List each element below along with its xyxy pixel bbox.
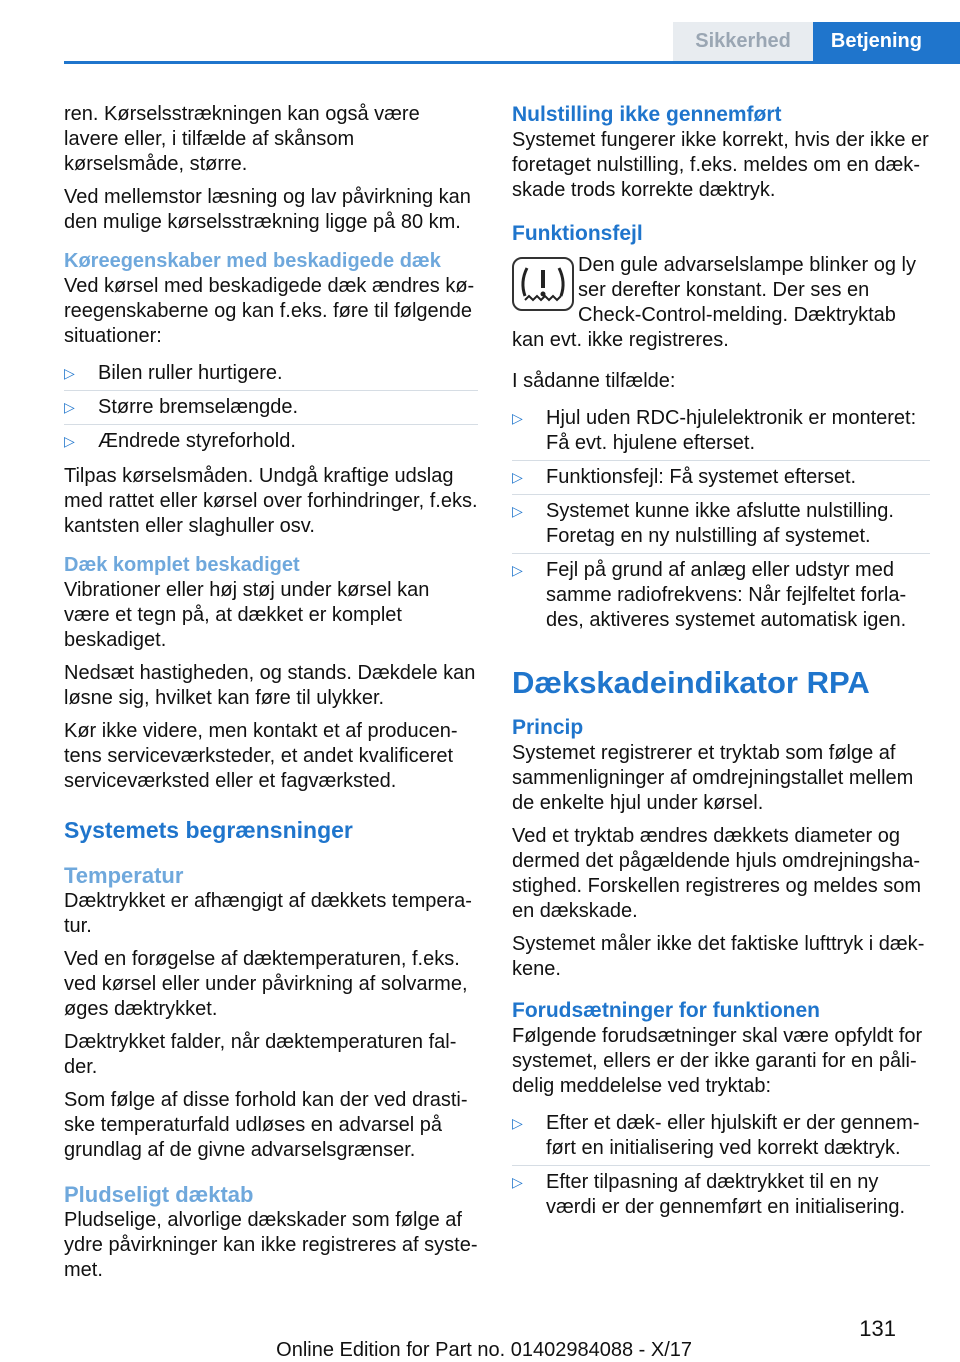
paragraph: Systemet måler ikke det faktiske lufttryk i dækkene. xyxy=(512,933,925,980)
triangle-bullet-icon: ▷ xyxy=(512,410,523,426)
edition-footer: Online Edition for Part no. 01402984088 - X/17 xyxy=(276,1339,692,1361)
heading-complete-damage: Dæk komplet beskadiget xyxy=(64,554,300,576)
heading-temperature: Temperatur xyxy=(64,863,184,888)
list-item: ▷ Ændrede styreforhold. xyxy=(64,430,296,452)
list-item: ▷ Bilen ruller hurtigere. xyxy=(64,357,478,391)
list-item: ▷ Hjul uden RDC-hjulelektronik er monteret: Få evt. hjulene efterset. xyxy=(512,402,930,461)
triangle-bullet-icon: ▷ xyxy=(512,1115,523,1131)
heading-prerequisites: Forudsætninger for funktionen xyxy=(512,999,820,1022)
paragraph: Pludselige, alvorlige dækskader som følge af ydre påvirkninger kan ikke registreres af systemet. xyxy=(64,1209,478,1281)
paragraph: Systemet registrerer et tryktab som følge af sammenligninger af omdrejningstallet mellem de enkelte hjul under kørsel. xyxy=(512,742,914,814)
heading-sudden-loss: Pludseligt dæktab xyxy=(64,1182,254,1207)
tyre-pressure-warning-icon xyxy=(512,257,574,311)
warning-block: Den gule advarselslampe blinker og ly ser derefter konstant. Der ses en Check-Control-melding. Dæktryktab kan evt. ikke registreres. xyxy=(512,254,916,351)
paragraph: Ved et tryktab ændres dækkets diameter og dermed det pågældende hjuls omdrejningshastighed. Forskellen registreres og meldes som en dækskade. xyxy=(512,825,922,922)
bullet-list xyxy=(64,357,478,458)
paragraph: I sådanne tilfælde: xyxy=(512,370,676,392)
paragraph: Ved mellemstor læsning og lav påvirkning kan den mulige kørselsstrækning ligge på 80 km. xyxy=(64,186,471,233)
bullet-list xyxy=(512,402,930,637)
tab-sikkerhed[interactable]: Sikkerhed xyxy=(673,22,813,61)
paragraph: Kør ikke videre, men kontakt et af producentens serviceværksteder, et andet kvalificeret serviceværksted eller et fagværksted. xyxy=(64,720,458,792)
paragraph: Ved en forøgelse af dæktemperaturen, f.eks. ved kørsel eller under påvirkning af solvarme, øges dæktrykket. xyxy=(64,948,468,1020)
paragraph: ren. Kørselsstrækningen kan også være lavere eller, i tilfælde af skånsom kørselsmåde, større. xyxy=(64,103,420,175)
heading-reset-not-done: Nulstilling ikke gennemført xyxy=(512,103,782,126)
left-column xyxy=(64,102,478,1291)
heading-damaged-tyres: Køreegenskaber med beskadigede dæk xyxy=(64,250,441,272)
paragraph: Nedsæt hastigheden, og stands. Dækdele kan løsne sig, hvilket kan føre til ulykker. xyxy=(64,662,476,709)
heading-system-limits: Systemets begrænsninger xyxy=(64,817,353,843)
tab-betjening[interactable]: Betjening xyxy=(813,22,960,61)
right-column xyxy=(512,102,930,1230)
heading-rpa: Dækskadeindikator RPA xyxy=(512,665,870,700)
section-tabs xyxy=(673,22,960,61)
list-item: ▷ Funktionsfejl: Få systemet efterset. xyxy=(512,461,930,495)
list-item: ▷ Efter tilpasning af dæktrykket til en ny værdi er der gennemført en initialisering. xyxy=(512,1171,906,1218)
paragraph: Følgende forudsætninger skal være opfyldt for systemet, ellers er der ikke garanti for en pålidelig meddelelse ved tryktab: xyxy=(512,1025,923,1097)
paragraph: Tilpas kørselsmåden. Undgå kraftige udslag med rattet eller kørsel over forhindringer, f.eks. kantsten eller slaghuller osv. xyxy=(64,465,478,537)
list-item: ▷ Efter et dæk- eller hjulskift er der gennemført en initialisering ved korrekt dæktryk. xyxy=(512,1107,930,1166)
list-item: ▷ Systemet kunne ikke afslutte nulstilling. Foretag en ny nulstilling af systemet. xyxy=(512,495,930,554)
paragraph: Systemet fungerer ikke korrekt, hvis der ikke er foretaget nulstilling, f.eks. meldes om en dækskade trods korrekte dæktryk. xyxy=(512,129,929,201)
triangle-bullet-icon: ▷ xyxy=(64,399,75,415)
paragraph: Ved kørsel med beskadigede dæk ændres køreegenskaberne og kan f.eks. føre til følgende situationer: xyxy=(64,275,475,347)
list-item: ▷ Fejl på grund af anlæg eller udstyr med samme radiofrekvens: Når fejlfeltet forlades, aktiveres systemet automatisk igen. xyxy=(512,559,907,631)
triangle-bullet-icon: ▷ xyxy=(64,365,75,381)
paragraph: Som følge af disse forhold kan der ved drastiske temperaturfald udløses en advarsel på grundlag af de givne advarselsgrænser. xyxy=(64,1089,468,1161)
bullet-list xyxy=(512,1107,930,1224)
triangle-bullet-icon: ▷ xyxy=(512,503,523,519)
paragraph: Vibrationer eller høj støj under kørsel kan være et tegn på, at dækket er komplet beskadiget. xyxy=(64,579,430,651)
header-rule xyxy=(64,61,960,64)
triangle-bullet-icon: ▷ xyxy=(512,562,523,578)
triangle-bullet-icon: ▷ xyxy=(64,433,75,449)
paragraph: Dæktrykket falder, når dæktemperaturen falder. xyxy=(64,1031,457,1078)
heading-principle: Princip xyxy=(512,716,584,739)
list-item: ▷ Større bremselængde. xyxy=(64,391,478,425)
paragraph: Dæktrykket er afhængigt af dækkets temperatur. xyxy=(64,890,472,937)
triangle-bullet-icon: ▷ xyxy=(512,469,523,485)
triangle-bullet-icon: ▷ xyxy=(512,1174,523,1190)
heading-malfunction: Funktionsfejl xyxy=(512,222,643,245)
page-number: 131 xyxy=(859,1316,896,1341)
